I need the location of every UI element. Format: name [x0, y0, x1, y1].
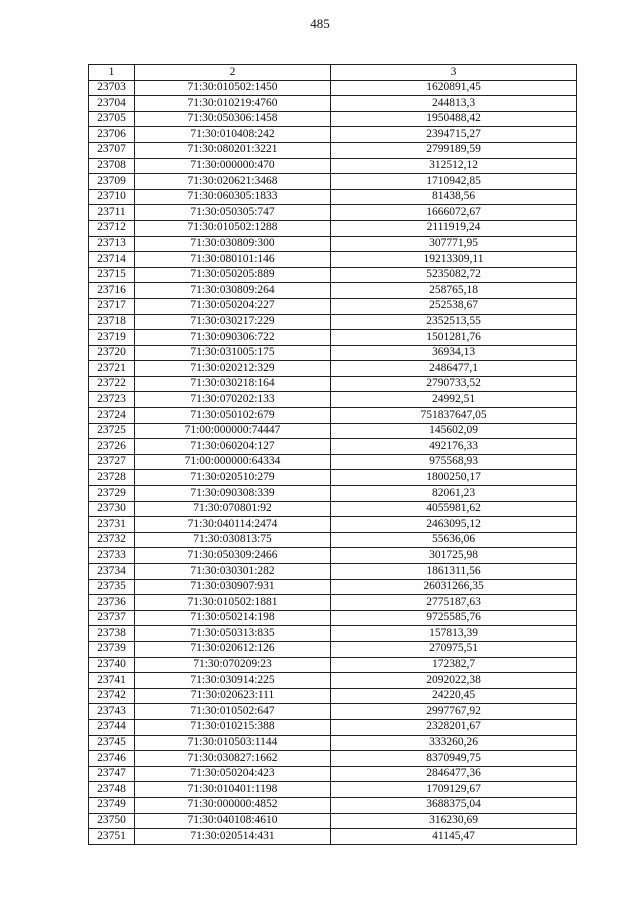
cadastral-number-cell: 71:30:050102:679 [135, 408, 331, 424]
row-number-cell: 23751 [89, 829, 135, 845]
table-row [89, 564, 577, 580]
row-number-cell: 23712 [89, 220, 135, 236]
value-cell: 316230,69 [331, 813, 577, 829]
row-number-cell: 23706 [89, 127, 135, 143]
row-number-cell: 23731 [89, 517, 135, 533]
value-cell: 2111919,24 [331, 220, 577, 236]
table-row [89, 423, 577, 439]
header-row [89, 65, 577, 81]
cadastral-number-cell: 71:30:031005:175 [135, 345, 331, 361]
cadastral-number-cell: 71:30:030217:229 [135, 314, 331, 330]
row-number-cell: 23733 [89, 548, 135, 564]
row-number-cell: 23716 [89, 283, 135, 299]
cadastral-number-cell: 71:30:070209:23 [135, 657, 331, 673]
value-cell: 751837647,05 [331, 408, 577, 424]
cadastral-number-cell: 71:30:030907:931 [135, 579, 331, 595]
table-row [89, 595, 577, 611]
row-number-cell: 23714 [89, 252, 135, 268]
value-cell: 2846477,36 [331, 766, 577, 782]
table-row [89, 704, 577, 720]
cadastral-number-cell: 71:30:050205:889 [135, 267, 331, 283]
table-row [89, 486, 577, 502]
row-number-cell: 23745 [89, 735, 135, 751]
row-number-cell: 23730 [89, 501, 135, 517]
row-number-cell: 23746 [89, 751, 135, 767]
value-cell: 19213309,11 [331, 252, 577, 268]
row-number-cell: 23719 [89, 330, 135, 346]
table-row [89, 361, 577, 377]
cadastral-number-cell: 71:30:020621:3468 [135, 174, 331, 190]
cadastral-number-cell: 71:30:030809:300 [135, 236, 331, 252]
table-row [89, 657, 577, 673]
cadastral-number-cell: 71:30:010408:242 [135, 127, 331, 143]
table-row [89, 314, 577, 330]
header-col-3: 3 [331, 65, 577, 81]
value-cell: 244813,3 [331, 96, 577, 112]
cadastral-number-cell: 71:30:050214:198 [135, 610, 331, 626]
row-number-cell: 23721 [89, 361, 135, 377]
cadastral-number-cell: 71:30:010503:1144 [135, 735, 331, 751]
value-cell: 1861311,56 [331, 564, 577, 580]
table-row [89, 96, 577, 112]
table-row [89, 142, 577, 158]
row-number-cell: 23744 [89, 719, 135, 735]
value-cell: 1666072,67 [331, 205, 577, 221]
value-cell: 307771,95 [331, 236, 577, 252]
row-number-cell: 23727 [89, 454, 135, 470]
value-cell: 82061,23 [331, 486, 577, 502]
cadastral-number-cell: 71:30:080201:3221 [135, 142, 331, 158]
table-row [89, 408, 577, 424]
cadastral-number-cell: 71:30:040114:2474 [135, 517, 331, 533]
table-row [89, 673, 577, 689]
cadastral-number-cell: 71:30:060204:127 [135, 439, 331, 455]
cadastral-number-cell: 71:30:050309:2466 [135, 548, 331, 564]
value-cell: 157813,39 [331, 626, 577, 642]
row-number-cell: 23735 [89, 579, 135, 595]
row-number-cell: 23736 [89, 595, 135, 611]
table-row [89, 751, 577, 767]
value-cell: 270975,51 [331, 641, 577, 657]
table-row [89, 330, 577, 346]
value-cell: 1620891,45 [331, 80, 577, 96]
value-cell: 4055981,62 [331, 501, 577, 517]
value-cell: 8370949,75 [331, 751, 577, 767]
row-number-cell: 23739 [89, 641, 135, 657]
row-number-cell: 23717 [89, 298, 135, 314]
cadastral-number-cell: 71:30:010215:388 [135, 719, 331, 735]
row-number-cell: 23718 [89, 314, 135, 330]
table-row [89, 532, 577, 548]
cadastral-number-cell: 71:30:040108:4610 [135, 813, 331, 829]
cadastral-number-cell: 71:30:020514:431 [135, 829, 331, 845]
cadastral-number-cell: 71:30:030809:264 [135, 283, 331, 299]
value-cell: 2486477,1 [331, 361, 577, 377]
row-number-cell: 23749 [89, 797, 135, 813]
value-cell: 145602,09 [331, 423, 577, 439]
cadastral-number-cell: 71:30:010502:647 [135, 704, 331, 720]
cadastral-number-cell: 71:30:090306:722 [135, 330, 331, 346]
table-row [89, 345, 577, 361]
cadastral-number-cell: 71:30:010502:1288 [135, 220, 331, 236]
value-cell: 81438,56 [331, 189, 577, 205]
value-cell: 41145,47 [331, 829, 577, 845]
table-row [89, 189, 577, 205]
value-cell: 2799189,59 [331, 142, 577, 158]
row-number-cell: 23722 [89, 376, 135, 392]
header-col-1: 1 [89, 65, 135, 81]
row-number-cell: 23738 [89, 626, 135, 642]
row-number-cell: 23747 [89, 766, 135, 782]
cadastral-number-cell: 71:30:030813:75 [135, 532, 331, 548]
value-cell: 1950488,42 [331, 111, 577, 127]
value-cell: 24992,51 [331, 392, 577, 408]
cadastral-number-cell: 71:30:070202:133 [135, 392, 331, 408]
table-row [89, 470, 577, 486]
row-number-cell: 23750 [89, 813, 135, 829]
cadastral-number-cell: 71:30:030914:225 [135, 673, 331, 689]
table-row [89, 782, 577, 798]
value-cell: 1501281,76 [331, 330, 577, 346]
registry-table [88, 64, 577, 845]
value-cell: 975568,93 [331, 454, 577, 470]
table-row [89, 797, 577, 813]
table-row [89, 766, 577, 782]
table-row [89, 439, 577, 455]
value-cell: 2997767,92 [331, 704, 577, 720]
page-number: 485 [310, 16, 330, 31]
row-number-cell: 23713 [89, 236, 135, 252]
table-row [89, 80, 577, 96]
value-cell: 252538,67 [331, 298, 577, 314]
table-row [89, 111, 577, 127]
cadastral-number-cell: 71:30:050204:423 [135, 766, 331, 782]
row-number-cell: 23726 [89, 439, 135, 455]
table-body [89, 80, 577, 844]
row-number-cell: 23709 [89, 174, 135, 190]
cadastral-number-cell: 71:30:080101:146 [135, 252, 331, 268]
table-row [89, 205, 577, 221]
table-row [89, 127, 577, 143]
row-number-cell: 23740 [89, 657, 135, 673]
value-cell: 2394715,27 [331, 127, 577, 143]
table-row [89, 829, 577, 845]
table-row [89, 641, 577, 657]
row-number-cell: 23742 [89, 688, 135, 704]
table-row [89, 236, 577, 252]
table-row [89, 579, 577, 595]
value-cell: 333260,26 [331, 735, 577, 751]
cadastral-number-cell: 71:30:010401:1198 [135, 782, 331, 798]
row-number-cell: 23720 [89, 345, 135, 361]
table-row [89, 376, 577, 392]
value-cell: 55636,06 [331, 532, 577, 548]
row-number-cell: 23724 [89, 408, 135, 424]
value-cell: 301725,98 [331, 548, 577, 564]
cadastral-number-cell: 71:00:000000:74447 [135, 423, 331, 439]
row-number-cell: 23748 [89, 782, 135, 798]
table-row [89, 688, 577, 704]
value-cell: 26031266,35 [331, 579, 577, 595]
value-cell: 1710942,85 [331, 174, 577, 190]
value-cell: 2352513,55 [331, 314, 577, 330]
header-col-2: 2 [135, 65, 331, 81]
row-number-cell: 23728 [89, 470, 135, 486]
cadastral-number-cell: 71:30:030301:282 [135, 564, 331, 580]
value-cell: 1709129,67 [331, 782, 577, 798]
value-cell: 36934,13 [331, 345, 577, 361]
row-number-cell: 23710 [89, 189, 135, 205]
value-cell: 5235082,72 [331, 267, 577, 283]
row-number-cell: 23715 [89, 267, 135, 283]
cadastral-number-cell: 71:30:090308:339 [135, 486, 331, 502]
value-cell: 2463095,12 [331, 517, 577, 533]
cadastral-number-cell: 71:30:070801:92 [135, 501, 331, 517]
row-number-cell: 23725 [89, 423, 135, 439]
table-row [89, 548, 577, 564]
table-row [89, 283, 577, 299]
cadastral-number-cell: 71:30:050306:1458 [135, 111, 331, 127]
row-number-cell: 23729 [89, 486, 135, 502]
row-number-cell: 23707 [89, 142, 135, 158]
table-row [89, 626, 577, 642]
row-number-cell: 23741 [89, 673, 135, 689]
cadastral-number-cell: 71:30:060305:1833 [135, 189, 331, 205]
value-cell: 312512,12 [331, 158, 577, 174]
value-cell: 1800250,17 [331, 470, 577, 486]
cadastral-number-cell: 71:30:020212:329 [135, 361, 331, 377]
cadastral-number-cell: 71:30:010502:1450 [135, 80, 331, 96]
table-row [89, 252, 577, 268]
value-cell: 2328201,67 [331, 719, 577, 735]
value-cell: 24220,45 [331, 688, 577, 704]
table-row [89, 813, 577, 829]
value-cell: 9725585,76 [331, 610, 577, 626]
cadastral-number-cell: 71:30:010502:1881 [135, 595, 331, 611]
row-number-cell: 23705 [89, 111, 135, 127]
table-row [89, 517, 577, 533]
cadastral-number-cell: 71:30:010219:4760 [135, 96, 331, 112]
row-number-cell: 23737 [89, 610, 135, 626]
cadastral-number-cell: 71:30:020623:111 [135, 688, 331, 704]
cadastral-number-cell: 71:30:020510:279 [135, 470, 331, 486]
value-cell: 2775187,63 [331, 595, 577, 611]
value-cell: 3688375,04 [331, 797, 577, 813]
value-cell: 492176,33 [331, 439, 577, 455]
row-number-cell: 23708 [89, 158, 135, 174]
cadastral-number-cell: 71:30:050204:227 [135, 298, 331, 314]
table-row [89, 719, 577, 735]
table-row [89, 392, 577, 408]
cadastral-number-cell: 71:30:020612:126 [135, 641, 331, 657]
table-row [89, 267, 577, 283]
cadastral-number-cell: 71:30:000000:4852 [135, 797, 331, 813]
cadastral-number-cell: 71:30:030218:164 [135, 376, 331, 392]
cadastral-number-cell: 71:30:050313:835 [135, 626, 331, 642]
cadastral-number-cell: 71:00:000000:64334 [135, 454, 331, 470]
table-row [89, 501, 577, 517]
row-number-cell: 23723 [89, 392, 135, 408]
row-number-cell: 23711 [89, 205, 135, 221]
table-row [89, 220, 577, 236]
table-row [89, 735, 577, 751]
table-row [89, 454, 577, 470]
table-row [89, 298, 577, 314]
table-row [89, 158, 577, 174]
value-cell: 2092022,38 [331, 673, 577, 689]
cadastral-number-cell: 71:30:000000:470 [135, 158, 331, 174]
value-cell: 2790733,52 [331, 376, 577, 392]
table-header [89, 65, 577, 81]
cadastral-number-cell: 71:30:030827:1662 [135, 751, 331, 767]
value-cell: 172382,7 [331, 657, 577, 673]
table-row [89, 174, 577, 190]
row-number-cell: 23703 [89, 80, 135, 96]
row-number-cell: 23732 [89, 532, 135, 548]
value-cell: 258765,18 [331, 283, 577, 299]
row-number-cell: 23743 [89, 704, 135, 720]
cadastral-number-cell: 71:30:050305:747 [135, 205, 331, 221]
row-number-cell: 23734 [89, 564, 135, 580]
table-row [89, 610, 577, 626]
row-number-cell: 23704 [89, 96, 135, 112]
